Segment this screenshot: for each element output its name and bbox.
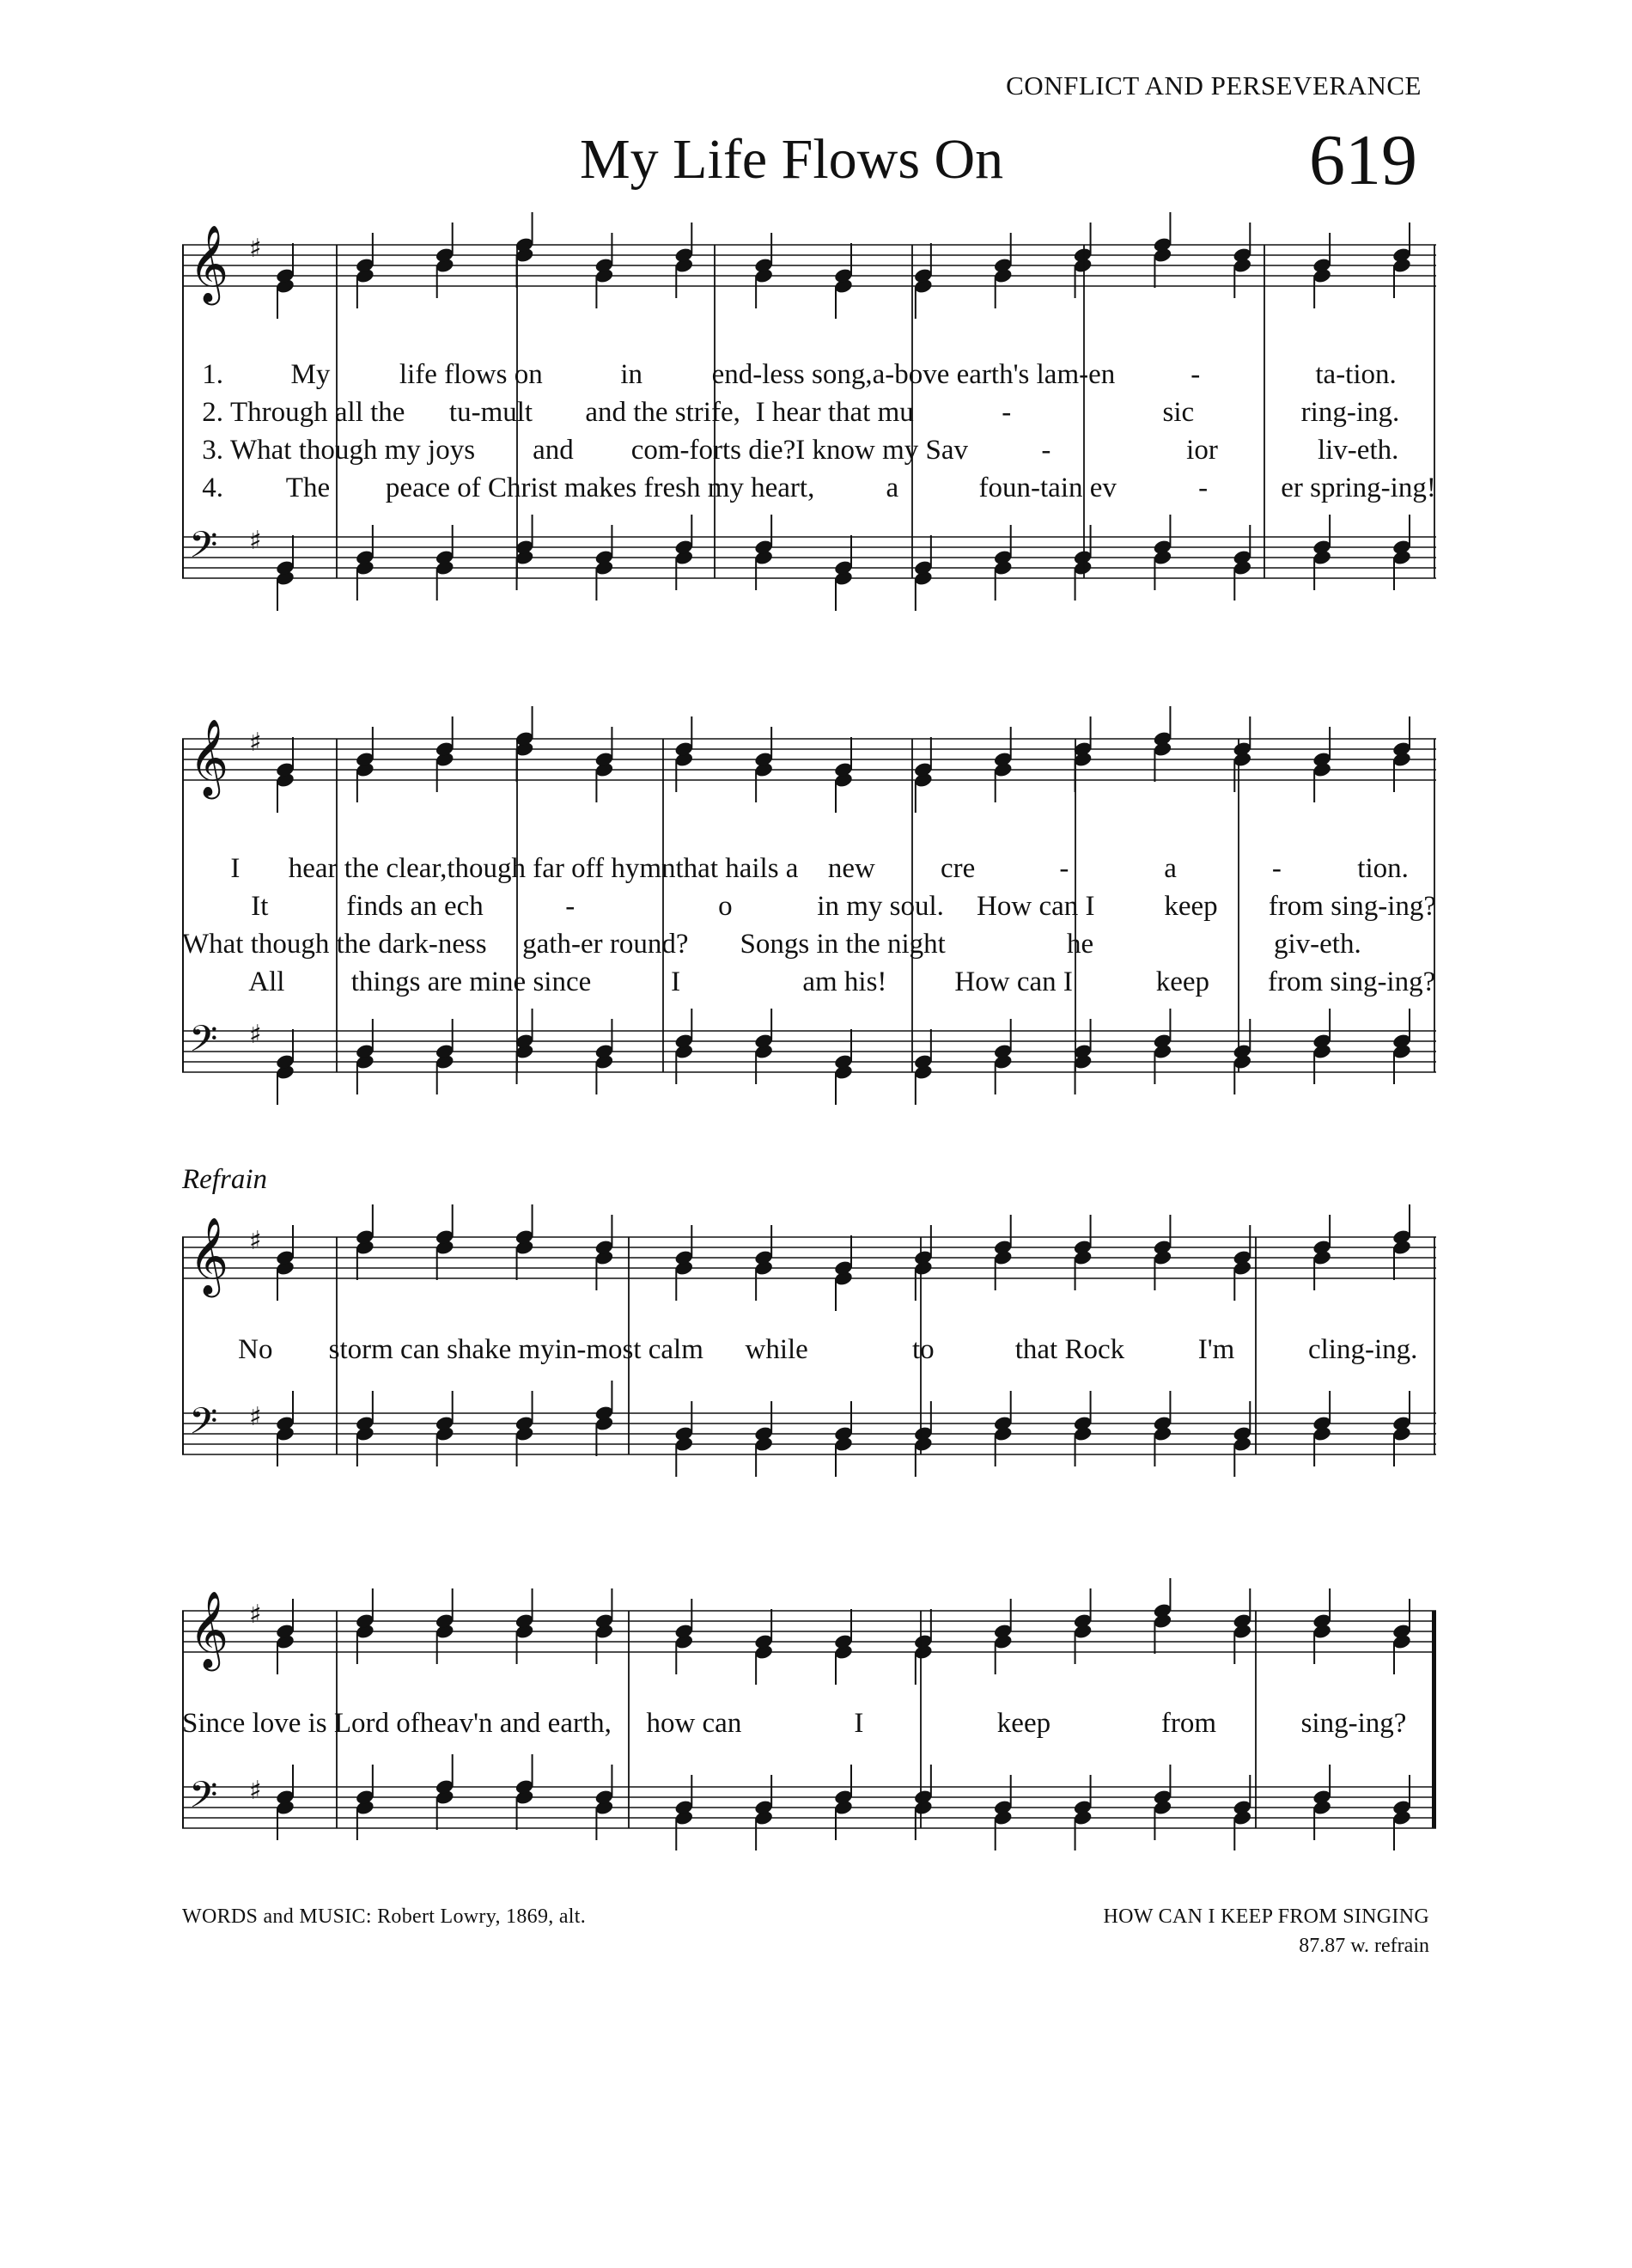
- music-system-2: [182, 700, 1436, 1113]
- lyric-word: -: [1041, 435, 1051, 466]
- lyric-word: in my soul.: [817, 891, 944, 922]
- lyric-word: from sing-ing?: [1268, 891, 1437, 922]
- refrain-label: Refrain: [182, 1164, 267, 1195]
- key-sharp: ♯: [249, 526, 262, 556]
- lyric-word: My: [290, 359, 331, 390]
- key-sharp: ♯: [249, 1402, 262, 1432]
- lyric-word: sic: [1162, 397, 1195, 428]
- music-system-3: [182, 1198, 1436, 1611]
- lyric-word: ta-tion.: [1315, 359, 1397, 390]
- lyric-word: and: [533, 435, 574, 466]
- hymn-title: My Life Flows On: [580, 128, 1004, 191]
- lyric-line: [182, 397, 1436, 429]
- bass-clef: 𝄢: [189, 1018, 218, 1070]
- lyric-word: Songs in the night: [740, 929, 946, 960]
- lyric-word: from sing-ing?: [1268, 966, 1436, 997]
- treble-clef: 𝄞: [189, 719, 229, 796]
- lyric-word: What though my joys: [230, 435, 476, 466]
- lyric-word: though far off hymn: [447, 853, 676, 884]
- lyric-word: foun-tain ev: [978, 472, 1117, 503]
- lyric-line: [182, 1334, 1436, 1366]
- lyric-word: How can I: [977, 891, 1095, 922]
- lyric-word: tu-mult: [448, 397, 533, 428]
- meter: 87.87 w. refrain: [1299, 1935, 1429, 1957]
- lyric-word: he: [1066, 929, 1094, 960]
- lyric-word: keep: [1164, 891, 1218, 922]
- lyric-word: -: [1059, 853, 1069, 884]
- lyric-word: I know my Sav: [795, 435, 968, 466]
- lyric-line: [182, 435, 1436, 466]
- lyric-word: What though the dark-ness: [182, 929, 487, 960]
- lyric-word: er spring-ing!: [1281, 472, 1436, 503]
- bass-clef: 𝄢: [189, 1774, 218, 1826]
- lyric-word: ring-ing.: [1300, 397, 1400, 428]
- lyric-line: [182, 966, 1436, 998]
- lyric-word: how can: [646, 1708, 742, 1739]
- lyric-word: while: [745, 1334, 808, 1365]
- lyric-word: peace of Christ makes fresh my heart,: [385, 472, 815, 503]
- lyric-line: [182, 853, 1436, 885]
- verse-number: 4.: [202, 472, 223, 503]
- verse-number: 1.: [202, 359, 223, 390]
- lyric-word: ior: [1186, 435, 1218, 466]
- lyric-word: to: [911, 1334, 935, 1365]
- lyric-word: and the strife,: [585, 397, 740, 428]
- lyric-word: Since love is Lord of: [182, 1708, 420, 1739]
- verse-number: 3.: [202, 435, 223, 466]
- treble-clef: 𝄞: [189, 1591, 229, 1668]
- lyric-word: heav'n and earth,: [419, 1708, 612, 1739]
- hymn-number: 619: [1309, 120, 1417, 200]
- lyric-word: am his!: [802, 966, 887, 997]
- lyric-word: It: [251, 891, 269, 922]
- lyric-word: cling-ing.: [1307, 1334, 1418, 1365]
- lyric-word: The: [285, 472, 331, 503]
- lyric-word: No: [238, 1334, 273, 1365]
- lyric-word: -: [1191, 359, 1201, 390]
- bass-clef: 𝄢: [189, 1400, 218, 1452]
- lyric-word: giv-eth.: [1273, 929, 1361, 960]
- lyric-word: a-bove earth's lam-en: [872, 359, 1116, 390]
- lyric-word: Through all the: [230, 397, 405, 428]
- lyric-word: tion.: [1357, 853, 1409, 884]
- lyric-word: All: [248, 966, 285, 997]
- lyric-word: hear the clear,: [288, 853, 448, 884]
- key-sharp: ♯: [249, 234, 262, 264]
- lyric-word: keep: [1155, 966, 1210, 997]
- lyric-word: com-forts die?: [630, 435, 796, 466]
- lyric-word: in-most calm: [554, 1334, 703, 1365]
- lyric-line: [182, 891, 1436, 923]
- lyric-word: I hear that mu: [755, 397, 914, 428]
- lyric-word: cre: [940, 853, 976, 884]
- lyric-word: life flows on: [399, 359, 543, 390]
- staff-svg: [182, 1198, 1436, 1611]
- lyric-word: gath-er round?: [522, 929, 689, 960]
- lyric-word: -: [1271, 853, 1282, 884]
- lyric-word: -: [1002, 397, 1012, 428]
- key-sharp: ♯: [249, 1600, 262, 1630]
- lyric-word: from: [1160, 1708, 1217, 1739]
- tune-name: HOW CAN I KEEP FROM SINGING: [1103, 1905, 1429, 1928]
- lyric-word: How can I: [954, 966, 1073, 997]
- key-sharp: ♯: [249, 1776, 262, 1806]
- lyric-word: that hails a: [675, 853, 799, 884]
- bass-clef: 𝄢: [189, 524, 218, 576]
- lyric-word: in: [620, 359, 643, 390]
- lyric-word: a: [886, 472, 899, 503]
- treble-clef: 𝄞: [189, 225, 229, 302]
- lyric-word: I'm: [1197, 1334, 1235, 1365]
- lyric-word: o: [718, 891, 733, 922]
- key-sharp: ♯: [249, 1020, 262, 1050]
- lyric-word: storm can shake my: [328, 1334, 555, 1365]
- lyric-line: [182, 1708, 1436, 1740]
- lyric-word: sing-ing?: [1300, 1708, 1407, 1739]
- lyric-line: [182, 472, 1436, 504]
- lyric-line: [182, 929, 1436, 960]
- lyric-word: a: [1164, 853, 1177, 884]
- lyric-word: things are mine since: [350, 966, 592, 997]
- verse-number: 2.: [202, 397, 223, 428]
- lyric-word: liv-eth.: [1317, 435, 1399, 466]
- lyric-word: I: [230, 853, 241, 884]
- lyric-word: finds an ech: [346, 891, 484, 922]
- lyric-word: -: [565, 891, 575, 922]
- music-system-1: [182, 206, 1436, 619]
- lyric-word: new: [827, 853, 875, 884]
- section-heading: CONFLICT AND PERSEVERANCE: [1006, 70, 1422, 101]
- lyric-word: I: [671, 966, 681, 997]
- lyric-word: keep: [996, 1708, 1051, 1739]
- credit-line: WORDS and MUSIC: Robert Lowry, 1869, alt.: [182, 1905, 587, 1928]
- lyric-line: [182, 359, 1436, 391]
- treble-clef: 𝄞: [189, 1217, 229, 1295]
- key-sharp: ♯: [249, 728, 262, 758]
- lyric-word: end-less song,: [711, 359, 873, 390]
- key-sharp: ♯: [249, 1226, 262, 1256]
- lyric-word: that Rock: [1014, 1334, 1125, 1365]
- lyric-word: -: [1198, 472, 1209, 503]
- lyric-word: I: [854, 1708, 864, 1739]
